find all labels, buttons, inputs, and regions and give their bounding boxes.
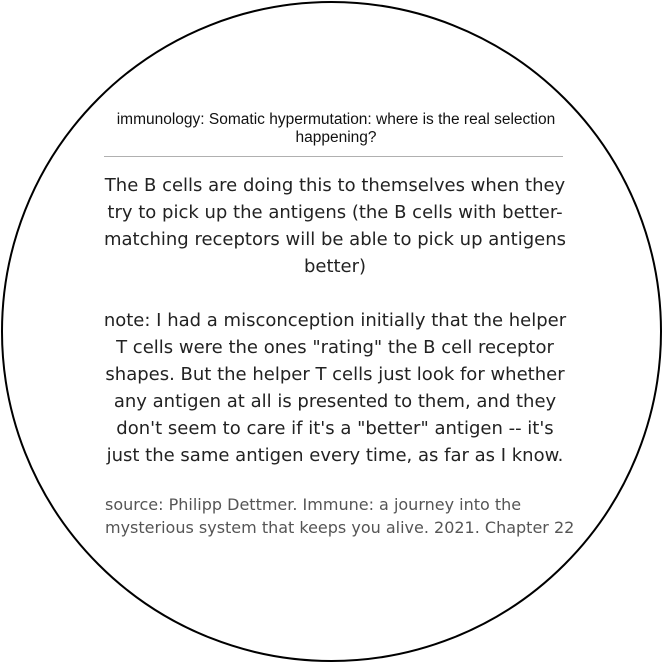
card-title: immunology: Somatic hypermutation: where is the real selection happening? [116, 111, 556, 146]
title-divider [104, 156, 563, 157]
card-paragraph-note: note: I had a misconception initially that the helper T cells were the ones "rating" the B cell receptor shapes. But the helper T cells just look for whether any antigen at all is presented to them, and they don't seem to care if it's a "better" antigen -- it's just the same antigen every time, as far as I know. [103, 310, 567, 466]
note-card [1, 1, 662, 662]
card-paragraph-main: The B cells are doing this to themselves when they try to pick up the antigens (the B cells with better-matching receptors will be able to pick up antigens better) [103, 175, 567, 277]
card-source: source: Philipp Dettmer. Immune: a journey into the mysterious system that keeps you alive. 2021. Chapter 22 [105, 495, 575, 537]
